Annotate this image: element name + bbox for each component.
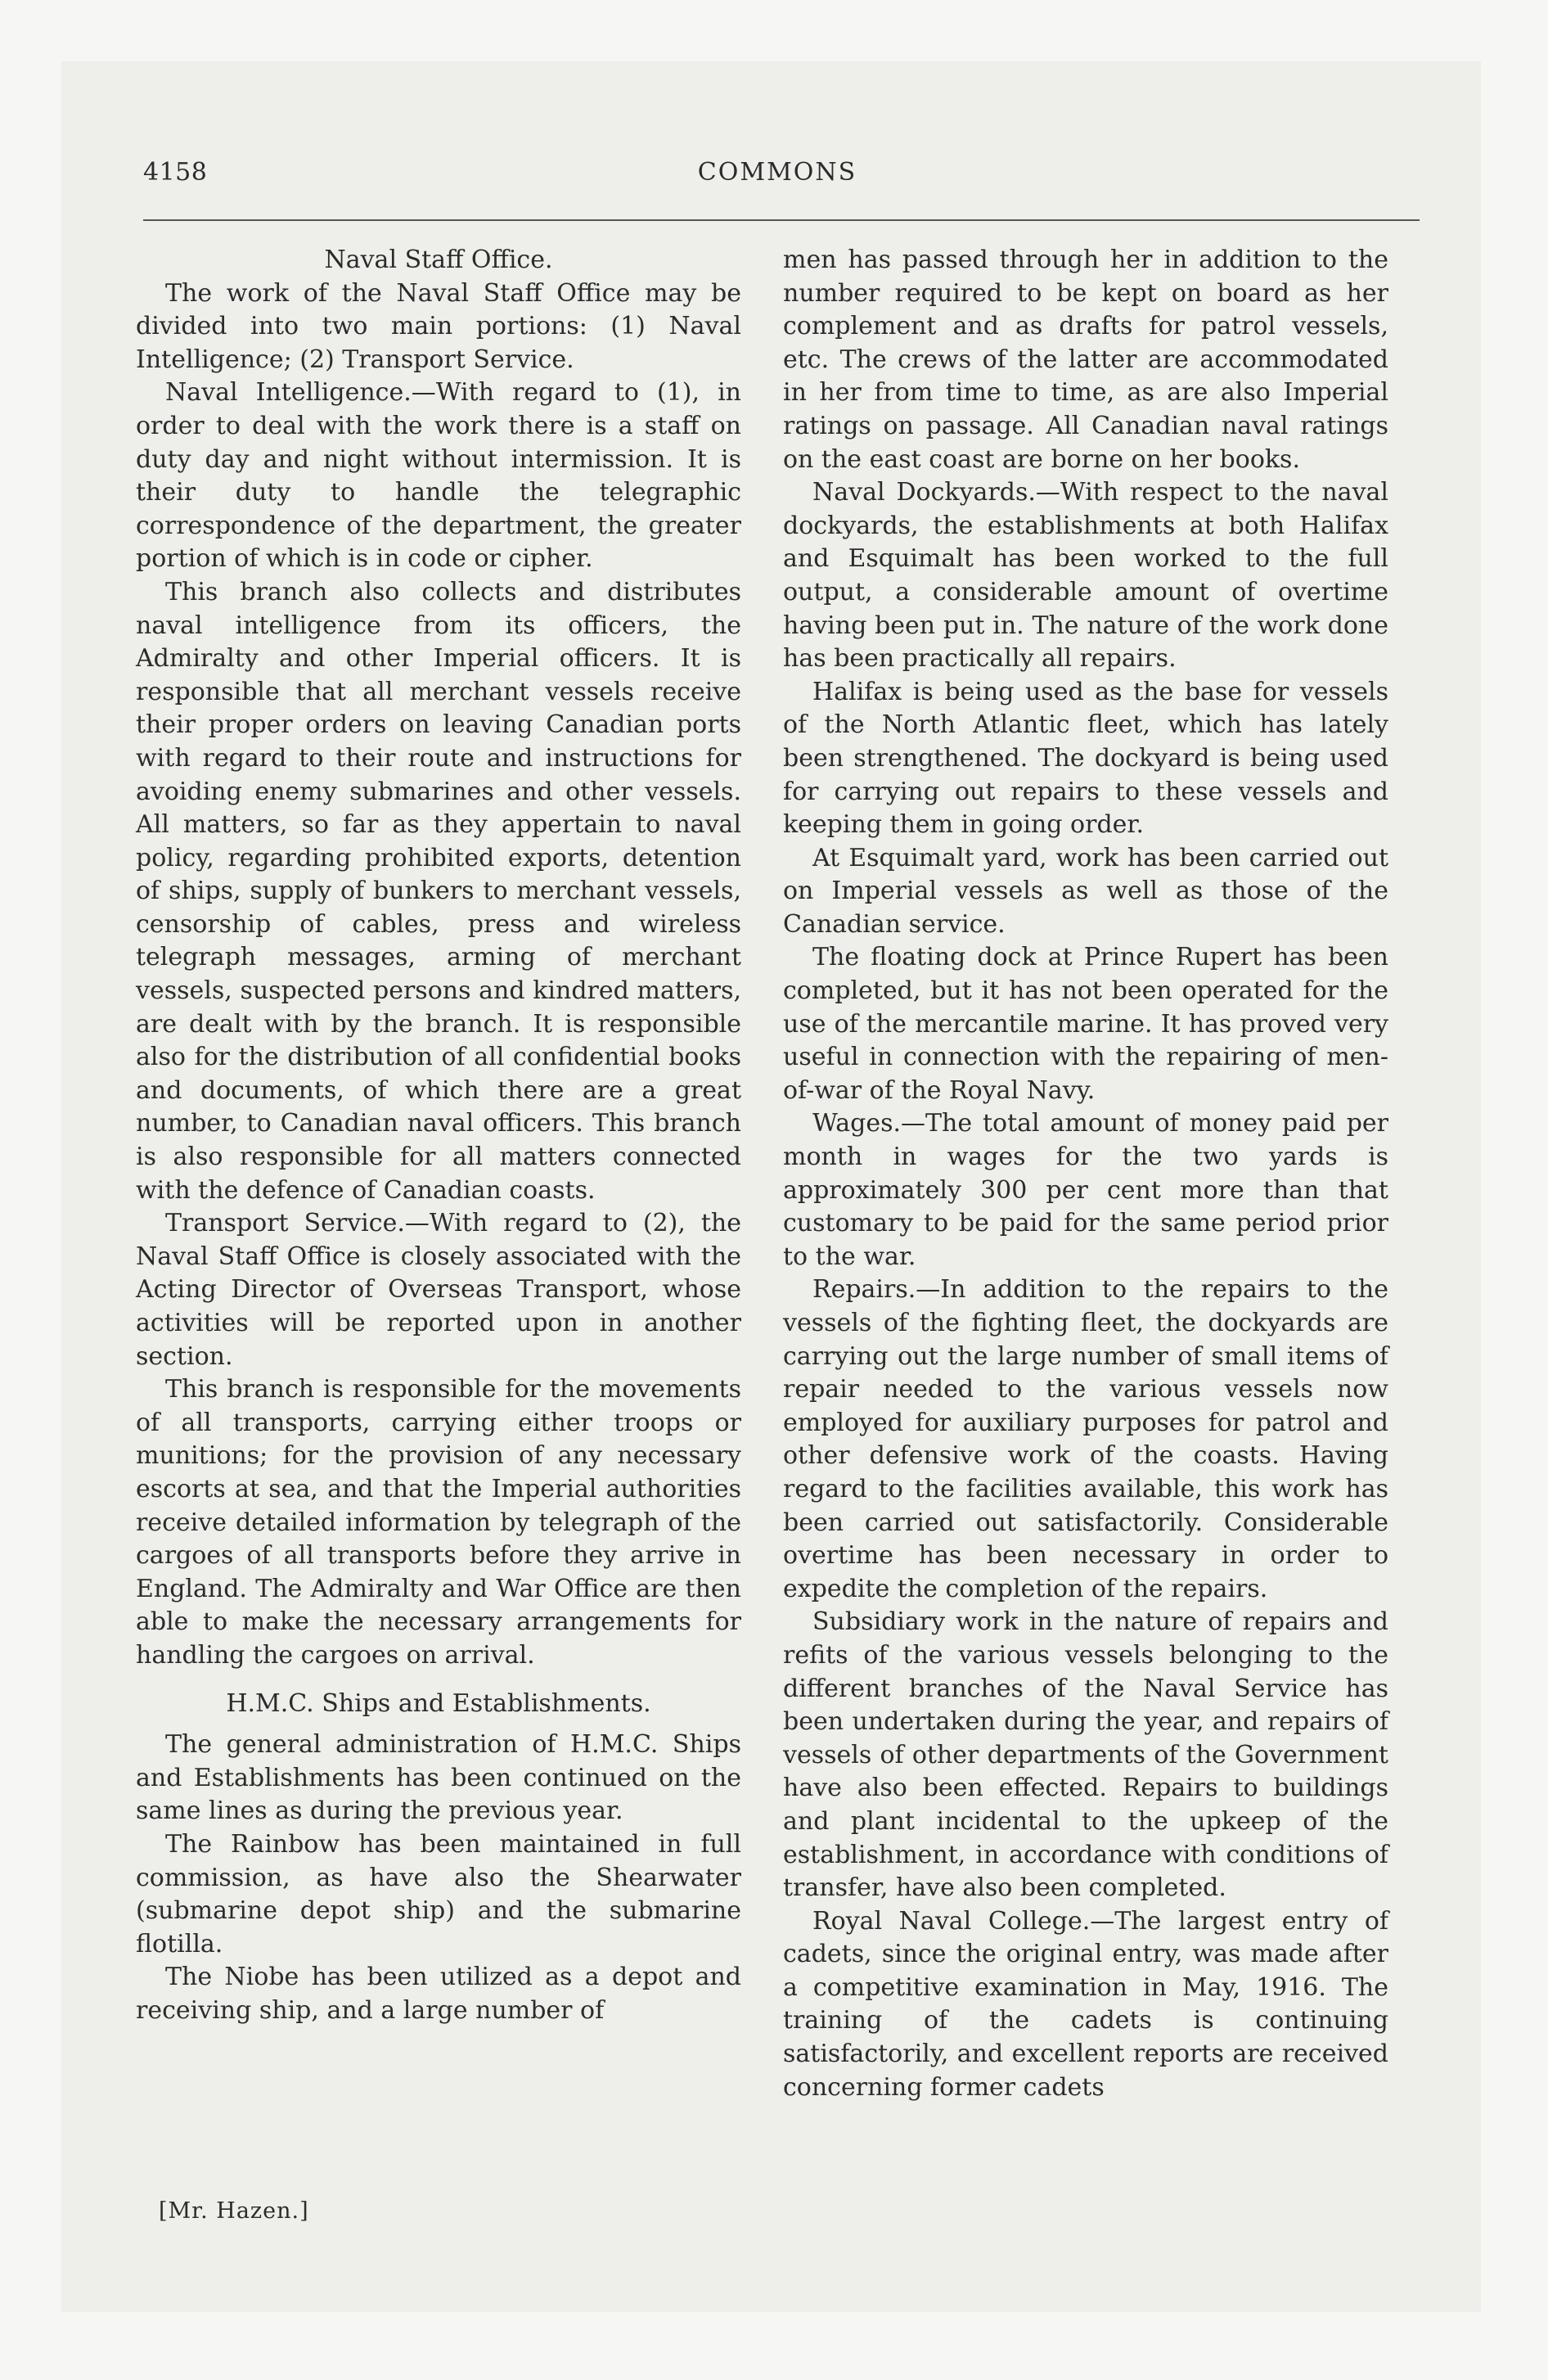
paragraph: Naval Dockyards.—With respect to the naval dockyards, the establishments at both Halifax and Esquimalt has been worked to the full output, a considerable amount of overtime having been put in. The nature of the work done has been practically all repairs. — [783, 478, 1388, 674]
left-column — [136, 244, 741, 2027]
paragraph: The Rainbow has been maintained in full commission, as have also the Shearwater (submarine depot ship) and the submarine flotilla. — [136, 1829, 741, 1959]
paragraph: The general administration of H.M.C. Ships and Establishments has been continued on the same lines as during the previous year. — [136, 1730, 741, 1826]
running-title: COMMONS — [697, 158, 857, 187]
section-heading: H.M.C. Ships and Establishments. — [226, 1688, 651, 1718]
paragraph: Halifax is being used as the base for vessels of the North Atlantic fleet, which has lately been strengthened. The dockyard is being used for carrying out repairs to these vessels and keeping them in going order. — [783, 677, 1388, 840]
section-heading: Naval Staff Office. — [324, 246, 553, 274]
page-number: 4158 — [143, 158, 208, 187]
paragraph: The floating dock at Prince Rupert has been completed, but it has not been operated for the use of the mercantile marine. It has proved very useful in connection with the repairing of men-of-war of the Royal Navy. — [783, 943, 1388, 1105]
paragraph: Subsidiary work in the nature of repairs and refits of the various vessels belonging to the different branches of the Naval Service has been undertaken during the year, and repairs of vessels of other departments of the Government have also been effected. Repairs to buildings and plant incidental to the upkeep of the establishment, in accordance with conditions of transfer, have also been completed. — [783, 1607, 1388, 1903]
paragraph: At Esquimalt yard, work has been carried out on Imperial vessels as well as those of the Canadian service. — [783, 843, 1388, 939]
paragraph: The Niobe has been utilized as a depot and receiving ship, and a large number of — [136, 1963, 741, 2025]
paragraph: This branch also collects and distributes naval intelligence from its officers, the Admiralty and other Imperial officers. It is responsible that all merchant vessels receive their proper orders on leaving Canadian ports with regard to their route and instructions for avoiding enemy submarines and other vessels. All matters, so far as they appertain to naval policy, regarding prohibited exports, detention of ships, supply of bunkers to merchant vessels, censorship of cables, press and wireless telegraph messages, arming of merchant vessels, suspected persons and kindred matters, are dealt with by the branch. It is responsible also for the distribution of all confidential books and documents, of which there are a great number, to Canadian naval officers. This branch is also responsible for all matters connected with the defence of Canadian coasts. — [136, 577, 741, 1205]
paragraph: men has passed through her in addition to the number required to be kept on board as her complement and as drafts for patrol vessels, etc. The crews of the latter are accommodated in her from time to time, as are also Imperial ratings on passage. All Canadian naval ratings on the east coast are borne on her books. — [783, 246, 1388, 474]
paragraph: The work of the Naval Staff Office may be divided into two main portions: (1) Naval Intelligence; (2) Transport Service. — [136, 278, 741, 374]
paragraph: Royal Naval College.—The largest entry of cadets, since the original entry, was made after a competitive examination in May, 1916. The training of the cadets is continuing satisfactorily, and excellent reports are received concerning former cadets — [783, 1906, 1388, 2102]
paragraph: This branch is responsible for the movements of all transports, carrying either troops or munitions; for the provision of any necessary escorts at sea, and that the Imperial authorities receive detailed information by telegraph of the cargoes of all transports before they arrive in England. The Admiralty and War Office are then able to make the necessary arrangements for handling the cargoes on arrival. — [136, 1375, 741, 1670]
speaker-note: [Mr. Hazen.] — [159, 2198, 309, 2224]
paragraph: Transport Service.—With regard to (2), the Naval Staff Office is closely associated with the Acting Director of Overseas Transport, whose activities will be reported upon in another section. — [136, 1209, 741, 1371]
header-rule — [143, 219, 1420, 221]
paragraph: Naval Intelligence.—With regard to (1), in order to deal with the work there is a staff on duty day and night without intermission. It is their duty to handle the telegraphic correspondence of the department, the greater portion of which is in code or cipher. — [136, 378, 741, 574]
paragraph: Wages.—The total amount of money paid per month in wages for the two yards is approximately 300 per cent more than that customary to be paid for the same period prior to the war. — [783, 1109, 1388, 1271]
right-column — [783, 244, 1388, 2104]
paragraph: Repairs.—In addition to the repairs to the vessels of the fighting fleet, the dockyards are carrying out the large number of small items of repair needed to the various vessels now employed for auxiliary purposes for patrol and other defensive work of the coasts. Having regard to the facilities available, this work has been carried out satisfactorily. Considerable overtime has been necessary in order to expedite the completion of the repairs. — [783, 1275, 1388, 1603]
